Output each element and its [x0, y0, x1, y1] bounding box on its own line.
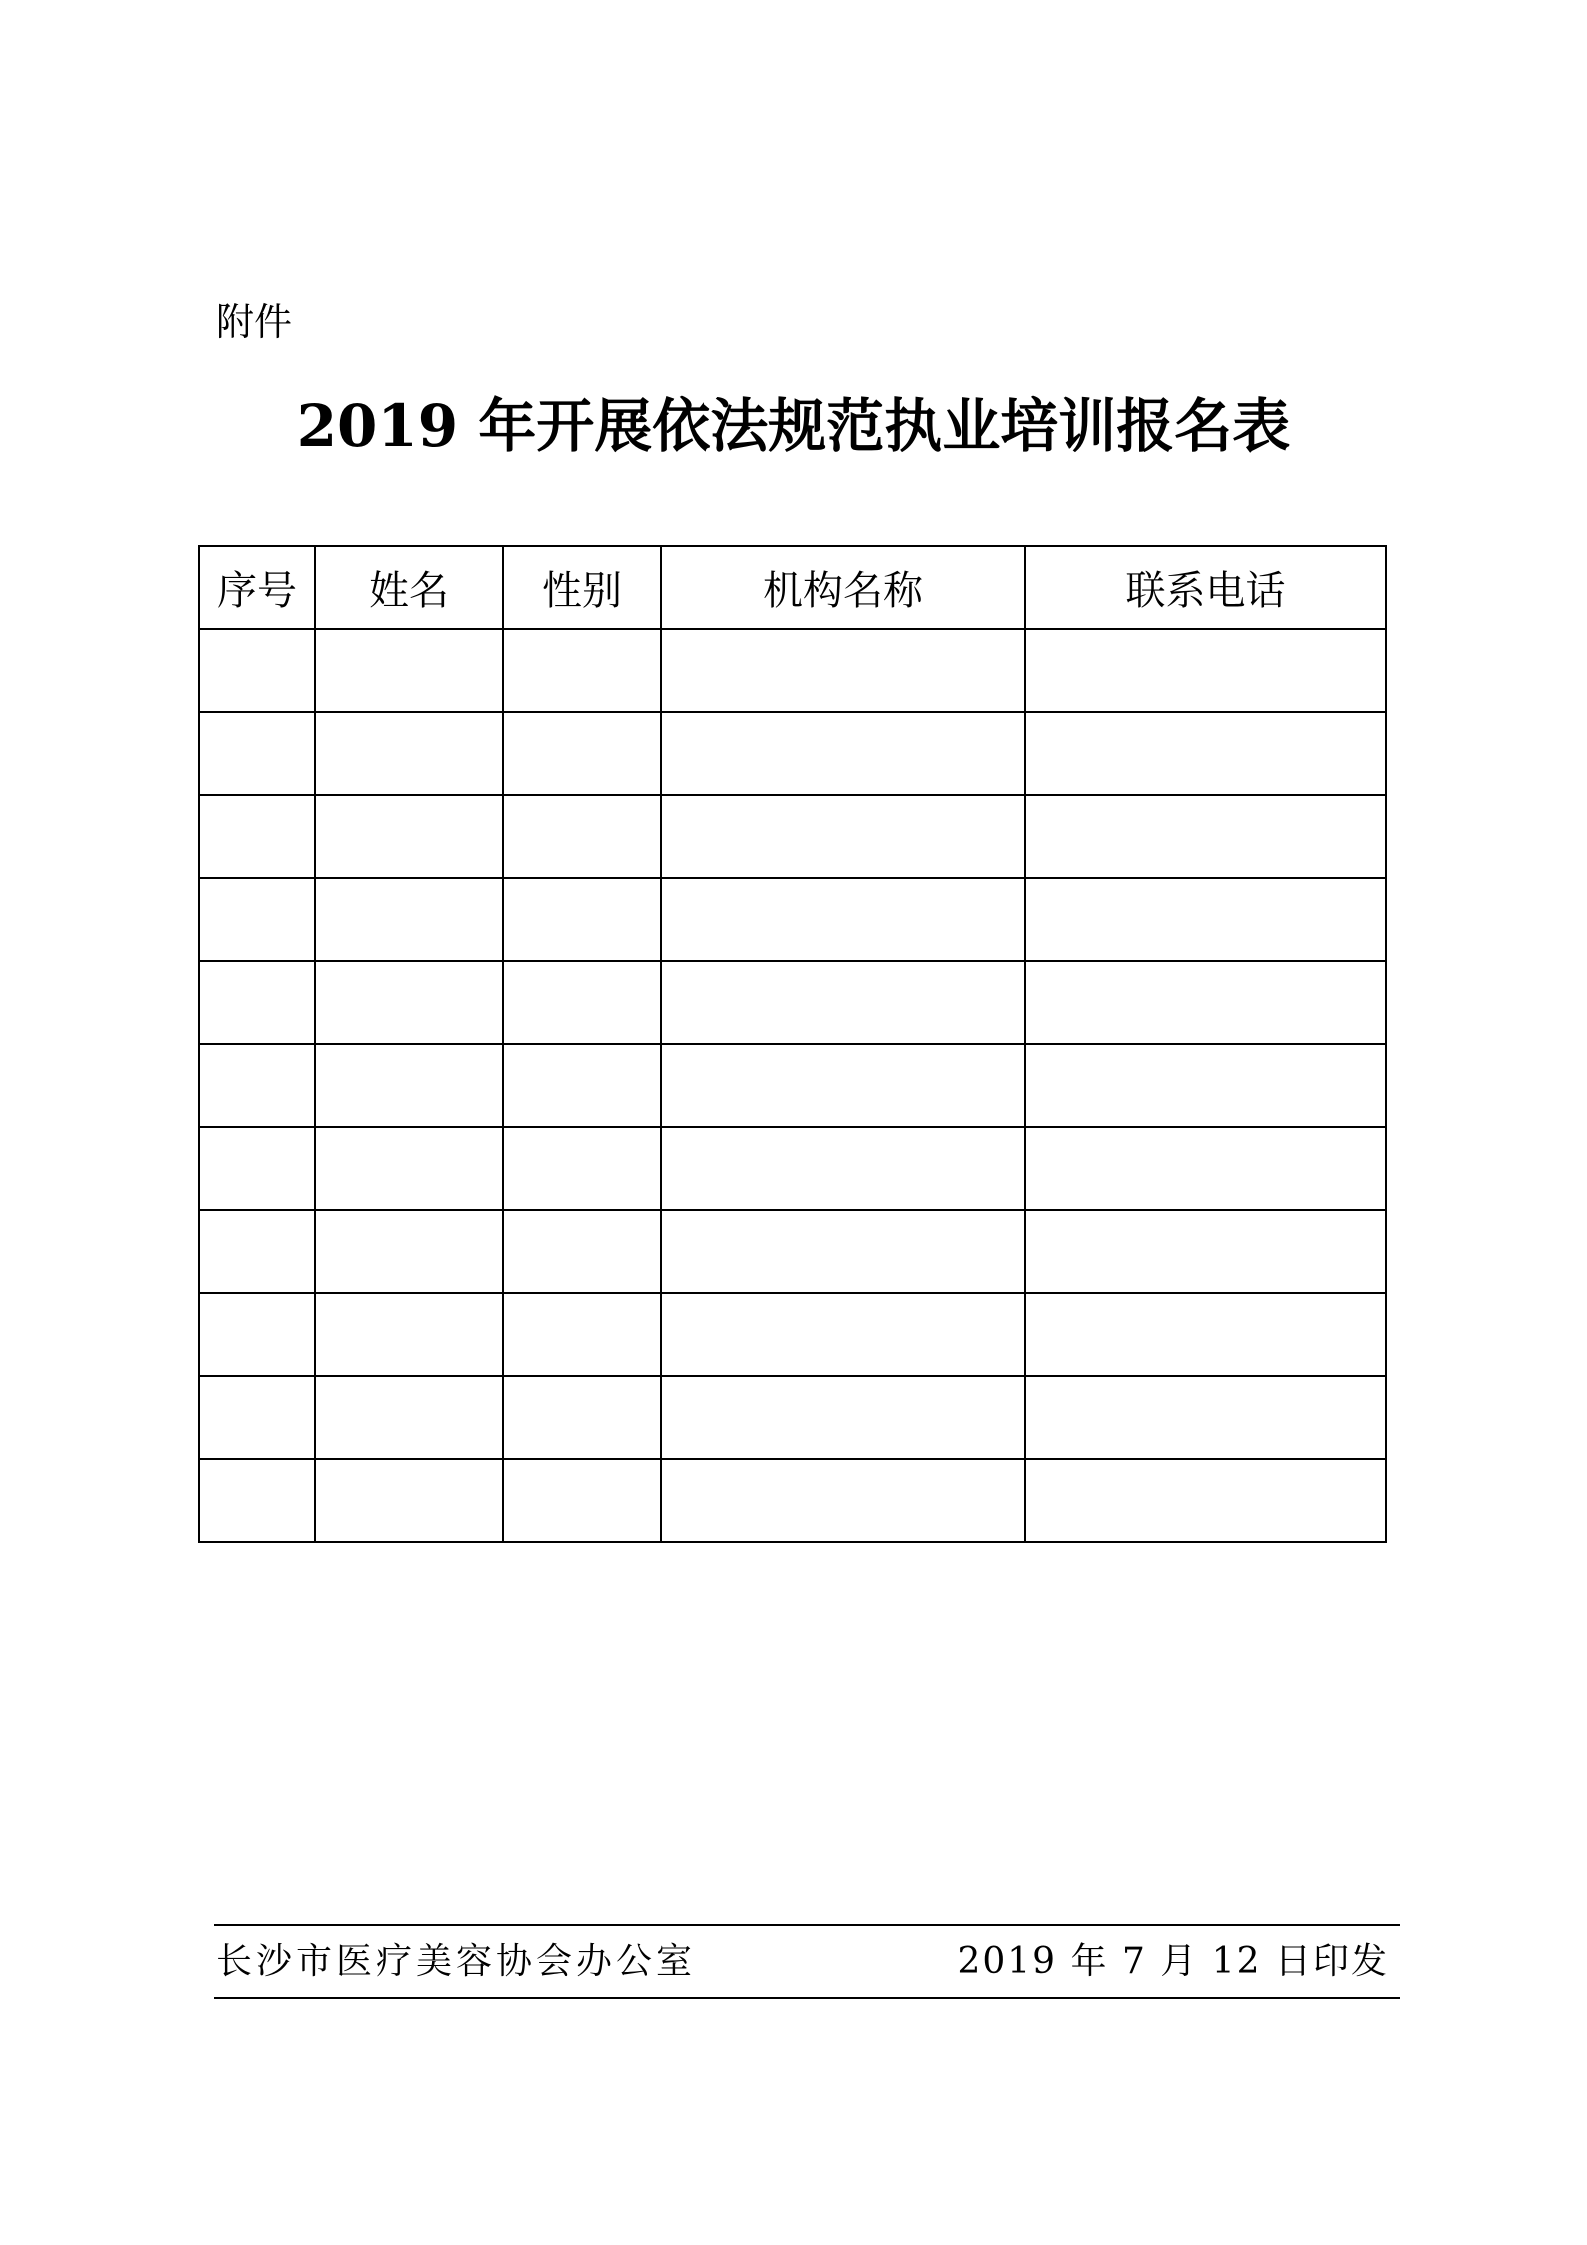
gender-cell[interactable] — [503, 961, 661, 1044]
gender-cell[interactable] — [503, 1044, 661, 1127]
institution-name-cell[interactable] — [661, 961, 1025, 1044]
phone-cell[interactable] — [1025, 1293, 1386, 1376]
institution-name-cell[interactable] — [661, 629, 1025, 712]
phone-cell[interactable] — [1025, 1210, 1386, 1293]
table-body — [199, 629, 1386, 1542]
institution-name-cell[interactable] — [661, 1127, 1025, 1210]
phone-cell[interactable] — [1025, 1376, 1386, 1459]
gender-cell[interactable] — [503, 1459, 661, 1542]
institution-name-cell[interactable] — [661, 1293, 1025, 1376]
name-cell[interactable] — [315, 878, 503, 961]
column-header-name: 姓名 — [315, 546, 503, 629]
institution-name-cell[interactable] — [661, 1044, 1025, 1127]
name-cell[interactable] — [315, 1459, 503, 1542]
table-row — [199, 961, 1386, 1044]
serial-number-cell[interactable] — [199, 1293, 315, 1376]
gender-cell[interactable] — [503, 1376, 661, 1459]
institution-name-cell[interactable] — [661, 712, 1025, 795]
name-cell[interactable] — [315, 1127, 503, 1210]
gender-cell[interactable] — [503, 1210, 661, 1293]
registration-table — [198, 545, 1387, 1543]
name-cell[interactable] — [315, 1044, 503, 1127]
column-header-phone: 联系电话 — [1025, 546, 1386, 629]
table-row — [199, 1127, 1386, 1210]
serial-number-cell[interactable] — [199, 961, 315, 1044]
table-row — [199, 712, 1386, 795]
footer-issuer: 长沙市医疗美容协会办公室 — [216, 1941, 697, 1982]
name-cell[interactable] — [315, 795, 503, 878]
phone-cell[interactable] — [1025, 878, 1386, 961]
phone-cell[interactable] — [1025, 712, 1386, 795]
name-cell[interactable] — [315, 1376, 503, 1459]
phone-cell[interactable] — [1025, 795, 1386, 878]
serial-number-cell[interactable] — [199, 878, 315, 961]
gender-cell[interactable] — [503, 629, 661, 712]
serial-number-cell[interactable] — [199, 1210, 315, 1293]
column-header-gender: 性别 — [503, 546, 661, 629]
table-row — [199, 629, 1386, 712]
gender-cell[interactable] — [503, 712, 661, 795]
gender-cell[interactable] — [503, 1127, 661, 1210]
phone-cell[interactable] — [1025, 961, 1386, 1044]
institution-name-cell[interactable] — [661, 1376, 1025, 1459]
institution-name-cell[interactable] — [661, 1210, 1025, 1293]
name-cell[interactable] — [315, 712, 503, 795]
table-row — [199, 1376, 1386, 1459]
phone-cell[interactable] — [1025, 1044, 1386, 1127]
page-title: 2019 年开展依法规范执业培训报名表 — [296, 392, 1291, 460]
table-row — [199, 795, 1386, 878]
name-cell[interactable] — [315, 961, 503, 1044]
table-header-row — [199, 546, 1386, 629]
gender-cell[interactable] — [503, 795, 661, 878]
gender-cell[interactable] — [503, 878, 661, 961]
column-header-institution-name: 机构名称 — [661, 546, 1025, 629]
footer-issue-date: 2019 年 7 月 12 日印发 — [957, 1941, 1389, 1982]
name-cell[interactable] — [315, 1293, 503, 1376]
serial-number-cell[interactable] — [199, 1459, 315, 1542]
serial-number-cell[interactable] — [199, 712, 315, 795]
gender-cell[interactable] — [503, 1293, 661, 1376]
name-cell[interactable] — [315, 1210, 503, 1293]
column-header-serial-number: 序号 — [199, 546, 315, 629]
serial-number-cell[interactable] — [199, 1044, 315, 1127]
table-row — [199, 1210, 1386, 1293]
table-row — [199, 1044, 1386, 1127]
phone-cell[interactable] — [1025, 1127, 1386, 1210]
table-row — [199, 878, 1386, 961]
institution-name-cell[interactable] — [661, 1459, 1025, 1542]
phone-cell[interactable] — [1025, 629, 1386, 712]
serial-number-cell[interactable] — [199, 629, 315, 712]
footer-bottom-rule — [214, 1997, 1400, 1999]
serial-number-cell[interactable] — [199, 795, 315, 878]
phone-cell[interactable] — [1025, 1459, 1386, 1542]
table-row — [199, 1293, 1386, 1376]
name-cell[interactable] — [315, 629, 503, 712]
institution-name-cell[interactable] — [661, 878, 1025, 961]
institution-name-cell[interactable] — [661, 795, 1025, 878]
footer-top-rule — [214, 1924, 1400, 1926]
table-row — [199, 1459, 1386, 1542]
attachment-label: 附件 — [216, 300, 293, 344]
serial-number-cell[interactable] — [199, 1376, 315, 1459]
serial-number-cell[interactable] — [199, 1127, 315, 1210]
